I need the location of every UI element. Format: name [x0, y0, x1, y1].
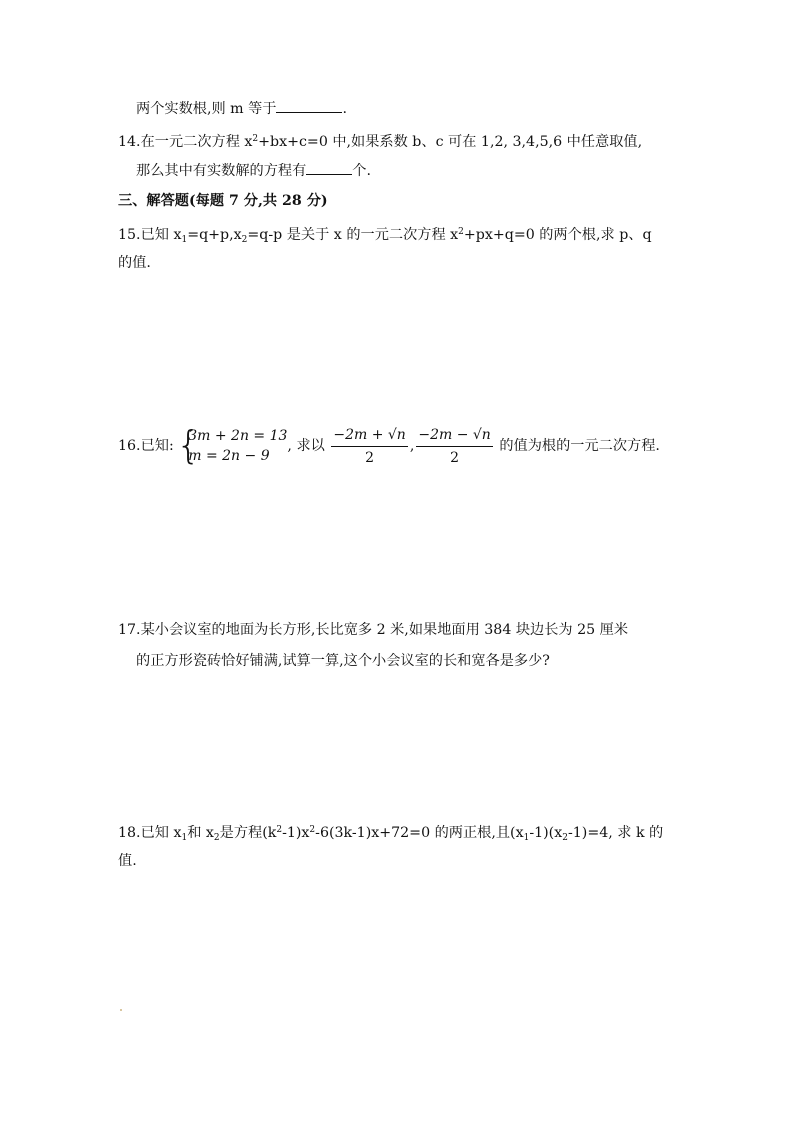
q18-text-e: -6(3k-1)x+72=0 的两正根,且(x [315, 825, 524, 841]
stray-mark [120, 1009, 122, 1011]
q18-sub1: 1 [181, 833, 188, 843]
fraction-2 [416, 426, 492, 467]
q18-sup1: 2 [276, 825, 283, 835]
q18-text-g: -1)=4, 求 k 的 [567, 825, 664, 841]
q13-text: 两个实数根,则 m 等于 [136, 101, 277, 117]
q15-line1 [118, 222, 652, 250]
q18-text-b: 和 x [187, 825, 214, 841]
q17-line1: 17.某小会议室的地面为长方形,长比宽多 2 米,如果地面用 384 块边长为 25 厘米 [118, 622, 629, 638]
q15-text-c: =q-p 是关于 x 的一元二次方程 x [247, 227, 459, 243]
q13-end: . [342, 101, 347, 117]
q15-text-b: =q+p,x [187, 227, 242, 243]
q18-text-f: -1)(x [529, 825, 563, 841]
fraction-1-numerator: −2m + √n [331, 426, 407, 447]
q18-sub3: 1 [523, 833, 530, 843]
q18-line2: 值. [118, 853, 137, 869]
q15-text-d: +px+q=0 的两个根,求 p、q [463, 227, 652, 243]
fraction-1 [331, 426, 407, 467]
q18-sub2: 2 [213, 833, 220, 843]
system-eq1: 3m + 2n = 13 [188, 428, 288, 444]
q18-text-d: -1)x [282, 825, 310, 841]
answer-blank-13[interactable] [276, 98, 342, 113]
section-heading: 三、解答题(每题 7 分,共 28 分) [118, 193, 328, 209]
q16-comma: , [409, 438, 415, 454]
q16-line [118, 424, 660, 468]
q14-text-d: 个. [352, 163, 371, 179]
q16-mid: , 求以 [287, 438, 325, 454]
q18-line1 [118, 820, 663, 848]
fraction-2-denominator: 2 [450, 449, 460, 466]
q14-text-b: +bx+c=0 中,如果系数 b、c 可在 1,2, 3,4,5,6 中任意取值, [258, 134, 643, 150]
equation-system [176, 423, 288, 467]
q15-sub1: 1 [181, 235, 188, 245]
q16-prefix: 16.已知: [118, 438, 174, 454]
q14-text-c: 那么其中有实数解的方程有 [136, 163, 307, 179]
system-eq2: m = 2n − 9 [188, 448, 270, 464]
answer-blank-14[interactable] [306, 160, 352, 175]
q18-sub4: 2 [562, 833, 568, 843]
q18-sup2: 2 [309, 825, 316, 835]
q17-line2: 的正方形瓷砖恰好铺满,试算一算,这个小会议室的长和宽各是多少? [136, 653, 550, 669]
fraction-2-numerator: −2m − √n [416, 426, 492, 447]
q15-sub2: 2 [241, 235, 248, 245]
q15-sup: 2 [458, 227, 464, 237]
q14-sup: 2 [252, 134, 259, 144]
q18-text-c: 是方程(k [219, 825, 277, 841]
fraction-1-denominator: 2 [365, 449, 375, 466]
q18-text-a: 18.已知 x [118, 825, 182, 841]
q14-text-a: 14.在一元二次方程 x [118, 134, 253, 150]
q15-text-a: 15.已知 x [118, 227, 182, 243]
q16-suffix: 的值为根的一元二次方程. [499, 438, 660, 454]
q15-line2: 的值. [118, 255, 151, 271]
brace-icon: { [176, 423, 201, 467]
q14-line2 [136, 160, 371, 181]
q13-continuation [136, 98, 347, 119]
q14-line1 [118, 129, 642, 152]
